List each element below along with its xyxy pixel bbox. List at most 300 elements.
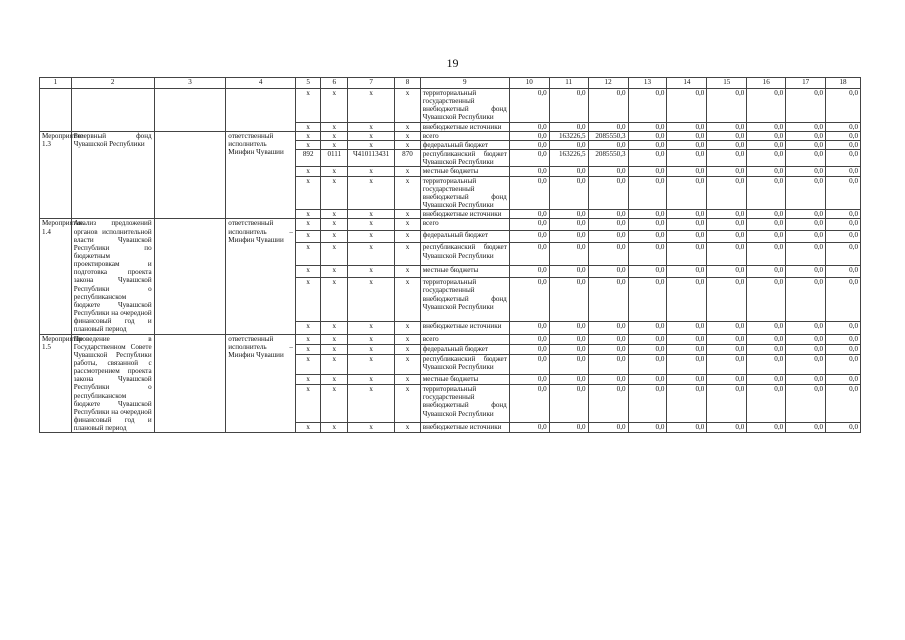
amount-cell: 0,0	[588, 243, 628, 266]
responsible-cell	[154, 131, 226, 219]
amount-cell: 0,0	[549, 231, 588, 243]
budget-code-cell: x	[348, 176, 395, 210]
amount-cell: 0,0	[786, 266, 826, 278]
amount-cell: 0,0	[786, 131, 826, 140]
responsible-cell	[154, 89, 226, 132]
amount-cell: 0,0	[549, 355, 588, 375]
amount-cell: 0,0	[826, 385, 861, 423]
budget-code-cell: 870	[395, 150, 421, 167]
amount-cell: 0,0	[509, 150, 549, 167]
amount-cell: 0,0	[588, 122, 628, 131]
amount-cell: 0,0	[747, 210, 786, 219]
budget-code-cell: x	[321, 219, 348, 231]
amount-cell: 0,0	[628, 278, 667, 322]
budget-code-cell: x	[395, 219, 421, 231]
funding-source-cell: федеральный бюджет	[420, 231, 509, 243]
amount-cell: 0,0	[747, 243, 786, 266]
amount-cell: 0,0	[667, 231, 707, 243]
measure-id-cell: Мероприятие 1.3	[40, 131, 72, 219]
measure-id-cell	[40, 89, 72, 132]
executor-cell: ответственный исполнитель – Минфин Чувашии	[226, 334, 296, 433]
budget-code-cell: x	[395, 374, 421, 384]
amount-cell: 0,0	[826, 89, 861, 123]
amount-cell: 0,0	[747, 89, 786, 123]
budget-code-cell: x	[295, 231, 321, 243]
amount-cell: 0,0	[747, 131, 786, 140]
amount-cell: 0,0	[707, 210, 747, 219]
funding-source-cell: республиканский бюджет Чувашской Республики	[420, 150, 509, 167]
amount-cell: 0,0	[747, 150, 786, 167]
amount-cell: 163226,5	[549, 131, 588, 140]
amount-cell: 0,0	[786, 243, 826, 266]
amount-cell: 0,0	[707, 278, 747, 322]
budget-code-cell: x	[395, 266, 421, 278]
amount-cell: 0,0	[667, 344, 707, 354]
funding-source-cell: республиканский бюджет Чувашской Республики	[420, 243, 509, 266]
amount-cell: 0,0	[628, 167, 667, 176]
amount-cell: 0,0	[509, 266, 549, 278]
amount-cell: 0,0	[667, 89, 707, 123]
amount-cell: 0,0	[786, 167, 826, 176]
amount-cell: 0,0	[826, 131, 861, 140]
amount-cell: 0,0	[588, 89, 628, 123]
budget-code-cell: x	[321, 131, 348, 140]
amount-cell: 0,0	[667, 385, 707, 423]
amount-cell: 0,0	[509, 122, 549, 131]
budget-code-cell: x	[395, 278, 421, 322]
amount-cell: 0,0	[628, 322, 667, 334]
column-header: 18	[826, 78, 861, 89]
amount-cell: 0,0	[707, 243, 747, 266]
budget-code-cell: x	[348, 344, 395, 354]
budget-code-cell: x	[348, 243, 395, 266]
amount-cell: 0,0	[786, 374, 826, 384]
budget-code-cell: x	[348, 355, 395, 375]
column-header: 2	[71, 78, 154, 89]
amount-cell: 0,0	[667, 243, 707, 266]
amount-cell: 0,0	[509, 210, 549, 219]
budget-table	[39, 77, 861, 433]
amount-cell: 0,0	[549, 243, 588, 266]
amount-cell: 0,0	[628, 344, 667, 354]
budget-code-cell: x	[321, 385, 348, 423]
budget-code-cell: x	[395, 334, 421, 344]
amount-cell: 0,0	[628, 374, 667, 384]
amount-cell: 0,0	[509, 355, 549, 375]
funding-source-cell: всего	[420, 219, 509, 231]
budget-code-cell: x	[395, 322, 421, 334]
amount-cell: 0,0	[588, 344, 628, 354]
column-header: 14	[667, 78, 707, 89]
column-header: 6	[321, 78, 348, 89]
amount-cell: 0,0	[826, 322, 861, 334]
budget-code-cell: x	[395, 122, 421, 131]
amount-cell: 0,0	[826, 334, 861, 344]
measure-title-cell: Анализ предложений органов исполнительной власти Чувашской Республики по бюджетным проектировкам и подготовка проекта закона Чувашской Республики о республиканском бюджете Чувашской Республики на очередной финансовый год и плановый период	[71, 219, 154, 334]
funding-source-cell: федеральный бюджет	[420, 140, 509, 149]
funding-source-cell: всего	[420, 131, 509, 140]
budget-code-cell: x	[295, 374, 321, 384]
budget-code-cell: x	[395, 231, 421, 243]
budget-code-cell: x	[348, 334, 395, 344]
amount-cell: 0,0	[786, 423, 826, 433]
amount-cell: 0,0	[588, 176, 628, 210]
column-header: 11	[549, 78, 588, 89]
funding-source-cell: местные бюджеты	[420, 266, 509, 278]
budget-code-cell: x	[321, 278, 348, 322]
column-header: 9	[420, 78, 509, 89]
funding-source-cell: территориальный государственный внебюджетный фонд Чувашской Республики	[420, 278, 509, 322]
budget-code-cell: x	[348, 266, 395, 278]
amount-cell: 0,0	[588, 423, 628, 433]
budget-code-cell: x	[321, 210, 348, 219]
budget-code-cell: x	[395, 140, 421, 149]
budget-code-cell: x	[348, 131, 395, 140]
amount-cell: 0,0	[509, 374, 549, 384]
amount-cell: 0,0	[667, 167, 707, 176]
amount-cell: 0,0	[628, 385, 667, 423]
budget-code-cell: x	[321, 243, 348, 266]
budget-code-cell: x	[321, 423, 348, 433]
funding-source-cell: республиканский бюджет Чувашской Республики	[420, 355, 509, 375]
measure-title-cell: Проведение в Государственном Совете Чувашской Республики работы, связанной с рассмотрением проекта закона Чувашской Республики о республиканском бюджете Чувашской Республики на очередной финансовый год и плановый период	[71, 334, 154, 433]
amount-cell: 0,0	[549, 176, 588, 210]
amount-cell: 0,0	[588, 266, 628, 278]
amount-cell: 0,0	[549, 374, 588, 384]
amount-cell: 0,0	[628, 210, 667, 219]
amount-cell: 0,0	[588, 219, 628, 231]
executor-cell: ответственный исполнитель Минфин Чувашии	[226, 131, 296, 219]
amount-cell: 0,0	[667, 219, 707, 231]
amount-cell: 0,0	[707, 89, 747, 123]
amount-cell: 0,0	[628, 131, 667, 140]
amount-cell: 0,0	[667, 150, 707, 167]
measure-title-cell: Резервный фонд Чувашской Республики	[71, 131, 154, 219]
amount-cell: 0,0	[707, 176, 747, 210]
amount-cell: 0,0	[747, 167, 786, 176]
responsible-cell	[154, 219, 226, 334]
amount-cell: 0,0	[628, 423, 667, 433]
measure-title-cell	[71, 89, 154, 132]
column-header: 10	[509, 78, 549, 89]
amount-cell: 0,0	[628, 231, 667, 243]
budget-code-cell: x	[348, 231, 395, 243]
amount-cell: 0,0	[667, 322, 707, 334]
table-row	[40, 131, 861, 140]
budget-code-cell: x	[295, 176, 321, 210]
column-header: 12	[588, 78, 628, 89]
amount-cell: 0,0	[509, 243, 549, 266]
amount-cell: 0,0	[826, 150, 861, 167]
executor-cell: ответственный исполнитель – Минфин Чувашии	[226, 219, 296, 334]
budget-code-cell: x	[395, 355, 421, 375]
amount-cell: 0,0	[747, 322, 786, 334]
amount-cell: 0,0	[588, 385, 628, 423]
amount-cell: 0,0	[549, 322, 588, 334]
amount-cell: 0,0	[826, 374, 861, 384]
amount-cell: 0,0	[628, 122, 667, 131]
amount-cell: 0,0	[628, 140, 667, 149]
funding-source-cell: местные бюджеты	[420, 167, 509, 176]
executor-cell	[226, 89, 296, 132]
amount-cell: 0,0	[786, 89, 826, 123]
amount-cell: 2085550,3	[588, 150, 628, 167]
amount-cell: 0,0	[667, 176, 707, 210]
amount-cell: 0,0	[509, 278, 549, 322]
amount-cell: 0,0	[509, 176, 549, 210]
budget-code-cell: x	[321, 266, 348, 278]
measure-id-cell: Мероприятие 1.5	[40, 334, 72, 433]
table-row	[40, 219, 861, 231]
amount-cell: 0,0	[509, 344, 549, 354]
amount-cell: 0,0	[549, 167, 588, 176]
amount-cell: 0,0	[786, 334, 826, 344]
amount-cell: 0,0	[786, 385, 826, 423]
budget-code-cell: x	[295, 322, 321, 334]
amount-cell: 0,0	[588, 231, 628, 243]
amount-cell: 0,0	[588, 210, 628, 219]
budget-code-cell: x	[295, 122, 321, 131]
amount-cell: 0,0	[549, 89, 588, 123]
amount-cell: 0,0	[549, 210, 588, 219]
amount-cell: 0,0	[826, 210, 861, 219]
budget-code-cell: x	[295, 278, 321, 322]
budget-code-cell: x	[321, 355, 348, 375]
budget-code-cell: x	[295, 385, 321, 423]
amount-cell: 0,0	[509, 231, 549, 243]
amount-cell: 2085550,3	[588, 131, 628, 140]
amount-cell: 0,0	[707, 344, 747, 354]
funding-source-cell: внебюджетные источники	[420, 210, 509, 219]
measure-id-cell: Мероприятие 1.4	[40, 219, 72, 334]
budget-code-cell: x	[321, 322, 348, 334]
amount-cell: 0,0	[707, 374, 747, 384]
table-row	[40, 89, 861, 123]
budget-code-cell: x	[321, 334, 348, 344]
amount-cell: 0,0	[707, 334, 747, 344]
amount-cell: 0,0	[509, 219, 549, 231]
amount-cell: 0,0	[747, 176, 786, 210]
amount-cell: 0,0	[826, 423, 861, 433]
budget-code-cell: x	[395, 176, 421, 210]
budget-code-cell: x	[295, 423, 321, 433]
amount-cell: 0,0	[588, 140, 628, 149]
amount-cell: 0,0	[747, 219, 786, 231]
budget-code-cell: x	[348, 122, 395, 131]
amount-cell: 0,0	[667, 210, 707, 219]
amount-cell: 0,0	[786, 278, 826, 322]
budget-code-cell: x	[348, 89, 395, 123]
budget-code-cell: x	[321, 176, 348, 210]
amount-cell: 0,0	[826, 140, 861, 149]
amount-cell: 0,0	[786, 210, 826, 219]
amount-cell: 0,0	[707, 231, 747, 243]
amount-cell: 0,0	[509, 131, 549, 140]
column-header: 13	[628, 78, 667, 89]
funding-source-cell: местные бюджеты	[420, 374, 509, 384]
amount-cell: 0,0	[826, 243, 861, 266]
amount-cell: 0,0	[707, 131, 747, 140]
amount-cell: 0,0	[667, 140, 707, 149]
budget-code-cell: x	[321, 344, 348, 354]
budget-code-cell: x	[395, 423, 421, 433]
budget-code-cell: x	[395, 243, 421, 266]
amount-cell: 0,0	[667, 355, 707, 375]
budget-code-cell: x	[348, 219, 395, 231]
amount-cell: 0,0	[786, 344, 826, 354]
amount-cell: 0,0	[747, 423, 786, 433]
amount-cell: 0,0	[826, 278, 861, 322]
amount-cell: 0,0	[707, 150, 747, 167]
amount-cell: 163226,5	[549, 150, 588, 167]
amount-cell: 0,0	[549, 140, 588, 149]
amount-cell: 0,0	[549, 334, 588, 344]
amount-cell: 0,0	[747, 344, 786, 354]
amount-cell: 0,0	[786, 355, 826, 375]
amount-cell: 0,0	[588, 278, 628, 322]
budget-code-cell: x	[395, 385, 421, 423]
amount-cell: 0,0	[707, 167, 747, 176]
amount-cell: 0,0	[509, 423, 549, 433]
amount-cell: 0,0	[747, 266, 786, 278]
amount-cell: 0,0	[707, 122, 747, 131]
budget-code-cell: x	[295, 344, 321, 354]
amount-cell: 0,0	[588, 322, 628, 334]
column-header: 7	[348, 78, 395, 89]
amount-cell: 0,0	[628, 243, 667, 266]
column-header: 15	[707, 78, 747, 89]
amount-cell: 0,0	[628, 219, 667, 231]
budget-code-cell: x	[295, 355, 321, 375]
amount-cell: 0,0	[667, 423, 707, 433]
amount-cell: 0,0	[509, 385, 549, 423]
budget-code-cell: x	[395, 89, 421, 123]
amount-cell: 0,0	[628, 334, 667, 344]
amount-cell: 0,0	[826, 176, 861, 210]
amount-cell: 0,0	[826, 231, 861, 243]
amount-cell: 0,0	[707, 423, 747, 433]
amount-cell: 0,0	[707, 385, 747, 423]
budget-code-cell: Ч410113431	[348, 150, 395, 167]
budget-code-cell: x	[295, 131, 321, 140]
budget-code-cell: x	[321, 122, 348, 131]
amount-cell: 0,0	[549, 344, 588, 354]
column-header: 16	[747, 78, 786, 89]
amount-cell: 0,0	[786, 150, 826, 167]
column-header: 1	[40, 78, 72, 89]
budget-code-cell: 0111	[321, 150, 348, 167]
budget-code-cell: x	[321, 167, 348, 176]
amount-cell: 0,0	[747, 334, 786, 344]
amount-cell: 0,0	[707, 322, 747, 334]
funding-source-cell: внебюджетные источники	[420, 322, 509, 334]
amount-cell: 0,0	[786, 231, 826, 243]
amount-cell: 0,0	[549, 385, 588, 423]
amount-cell: 0,0	[588, 167, 628, 176]
budget-code-cell: x	[295, 210, 321, 219]
budget-code-cell: x	[295, 243, 321, 266]
amount-cell: 0,0	[667, 131, 707, 140]
amount-cell: 0,0	[826, 122, 861, 131]
budget-code-cell: x	[321, 89, 348, 123]
budget-code-cell: x	[348, 167, 395, 176]
budget-code-cell: x	[348, 322, 395, 334]
amount-cell: 0,0	[747, 355, 786, 375]
budget-code-cell: x	[295, 140, 321, 149]
amount-cell: 0,0	[747, 231, 786, 243]
amount-cell: 0,0	[667, 374, 707, 384]
funding-source-cell: территориальный государственный внебюджетный фонд Чувашской Республики	[420, 89, 509, 123]
amount-cell: 0,0	[826, 344, 861, 354]
budget-code-cell: x	[348, 374, 395, 384]
amount-cell: 0,0	[667, 334, 707, 344]
budget-code-cell: x	[295, 334, 321, 344]
amount-cell: 0,0	[707, 266, 747, 278]
budget-code-cell: x	[348, 140, 395, 149]
amount-cell: 0,0	[588, 334, 628, 344]
budget-code-cell: x	[348, 423, 395, 433]
budget-code-cell: x	[295, 266, 321, 278]
column-header-row	[40, 78, 861, 89]
amount-cell: 0,0	[747, 140, 786, 149]
responsible-cell	[154, 334, 226, 433]
amount-cell: 0,0	[826, 355, 861, 375]
funding-source-cell: внебюджетные источники	[420, 423, 509, 433]
budget-code-cell: x	[295, 89, 321, 123]
budget-code-cell: x	[348, 385, 395, 423]
amount-cell: 0,0	[786, 122, 826, 131]
amount-cell: 0,0	[826, 219, 861, 231]
funding-source-cell: внебюджетные источники	[420, 122, 509, 131]
budget-code-cell: 892	[295, 150, 321, 167]
amount-cell: 0,0	[549, 278, 588, 322]
amount-cell: 0,0	[509, 140, 549, 149]
budget-code-cell: x	[348, 278, 395, 322]
amount-cell: 0,0	[747, 122, 786, 131]
amount-cell: 0,0	[549, 266, 588, 278]
amount-cell: 0,0	[786, 322, 826, 334]
amount-cell: 0,0	[786, 140, 826, 149]
amount-cell: 0,0	[747, 278, 786, 322]
budget-code-cell: x	[321, 231, 348, 243]
column-header: 8	[395, 78, 421, 89]
amount-cell: 0,0	[628, 355, 667, 375]
budget-code-cell: x	[395, 344, 421, 354]
amount-cell: 0,0	[509, 334, 549, 344]
amount-cell: 0,0	[667, 266, 707, 278]
budget-code-cell: x	[295, 219, 321, 231]
page-number: 19	[446, 56, 459, 70]
amount-cell: 0,0	[509, 322, 549, 334]
budget-code-cell: x	[348, 210, 395, 219]
budget-code-cell: x	[295, 167, 321, 176]
budget-code-cell: x	[321, 140, 348, 149]
budget-code-cell: x	[395, 131, 421, 140]
amount-cell: 0,0	[549, 219, 588, 231]
amount-cell: 0,0	[786, 219, 826, 231]
budget-code-cell: x	[321, 374, 348, 384]
amount-cell: 0,0	[747, 385, 786, 423]
amount-cell: 0,0	[549, 423, 588, 433]
table-row	[40, 334, 861, 344]
column-header: 17	[786, 78, 826, 89]
amount-cell: 0,0	[509, 167, 549, 176]
funding-source-cell: территориальный государственный внебюджетный фонд Чувашской Республики	[420, 385, 509, 423]
funding-source-cell: территориальный государственный внебюджетный фонд Чувашской Республики	[420, 176, 509, 210]
amount-cell: 0,0	[707, 140, 747, 149]
amount-cell: 0,0	[826, 167, 861, 176]
budget-code-cell: x	[395, 167, 421, 176]
